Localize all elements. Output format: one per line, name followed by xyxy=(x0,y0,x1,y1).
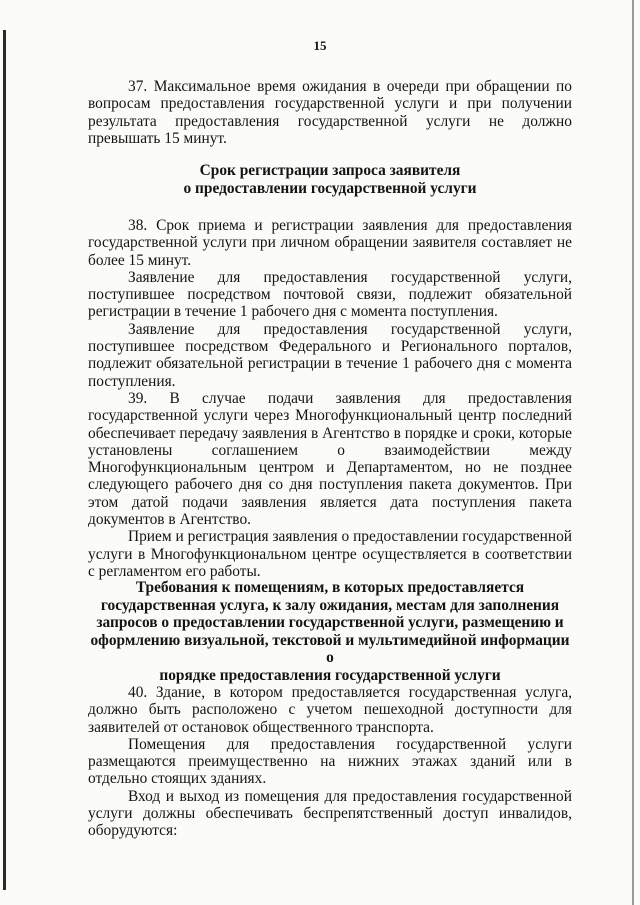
heading-line: порядке предоставления государственной услуги xyxy=(159,666,501,684)
paragraph-40-entry: Вход и выход из помещения для предоставления государственной услуги должны обеспечивать беспрепятственный доступ инвалидов, оборудуются: xyxy=(88,787,572,840)
heading-line: о предоставлении государственной услуги xyxy=(183,179,477,197)
paragraph-40-rooms: Помещения для предоставления государственной услуги размещаются преимущественно на нижних этажах зданий или в отдельно стоящих зданиях. xyxy=(88,735,572,788)
heading-line: запросов о предоставлении государственной услуги, размещению и xyxy=(96,614,564,632)
heading-line: Срок регистрации запроса заявителя xyxy=(199,162,461,179)
paragraph-39-mfc: Прием и регистрация заявления о предоставлении государственной услуги в Многофункциональном центре осуществляется в соответствии с регламентом его работы. xyxy=(88,528,572,580)
scan-right-edge xyxy=(632,0,634,905)
paragraph-38-portal: Заявление для предоставления государственной услуги, поступившее посредством Федерального и Регионального порталов, подлежит обязательной регистрации в течение 1 рабочего дня с момента поступления. xyxy=(88,320,572,390)
section-37 xyxy=(88,78,572,147)
heading-line: государственная услуга, к залу ожидания, местам для заполнения xyxy=(100,596,560,614)
scan-left-edge xyxy=(3,30,6,890)
heading-line: оформлению визуальной, текстовой и мультимедийной информации о xyxy=(90,631,570,667)
section-40 xyxy=(88,684,572,840)
page-number: 15 xyxy=(313,38,327,53)
paragraph-40: 40. Здание, в котором предоставляется государственная услуга, должно быть расположено с учетом пешеходной доступности для заявителей от остановок общественного транспорта. xyxy=(88,684,572,736)
paragraph-38: 38. Срок приема и регистрации заявления для предоставления государственной услуги при личном обращении заявителя составляет не более 15 минут. xyxy=(88,217,572,269)
section-38-39 xyxy=(88,217,572,580)
paragraph-38-mail: Заявление для предоставления государственной услуги, поступившее посредством почтовой связи, подлежит обязательной регистрации в течение 1 рабочего дня с момента поступления. xyxy=(88,268,572,321)
heading-registration-term xyxy=(88,162,572,197)
paragraph-39: 39. В случае подачи заявления для предоставления государственной услуги через Многофункциональный центр последний обеспечивает передачу заявления в Агентство в порядке и сроки, которые установлены соглашением о взаимодействии между Многофункциональным центром и Департаментом, но не позднее следующего рабочего дня со дня поступления пакета документов. При этом датой подачи заявления является дата поступления пакета документов в Агентство. xyxy=(88,389,573,529)
heading-premises-requirements xyxy=(88,579,572,685)
paragraph-37: 37. Максимальное время ожидания в очереди при обращении по вопросам предоставления государственной услуги и при получении результата предоставления государственной услуги не должно превышать 15 минут. xyxy=(88,78,572,147)
heading-line: Требования к помещениям, в которых предоставляется xyxy=(135,579,525,596)
